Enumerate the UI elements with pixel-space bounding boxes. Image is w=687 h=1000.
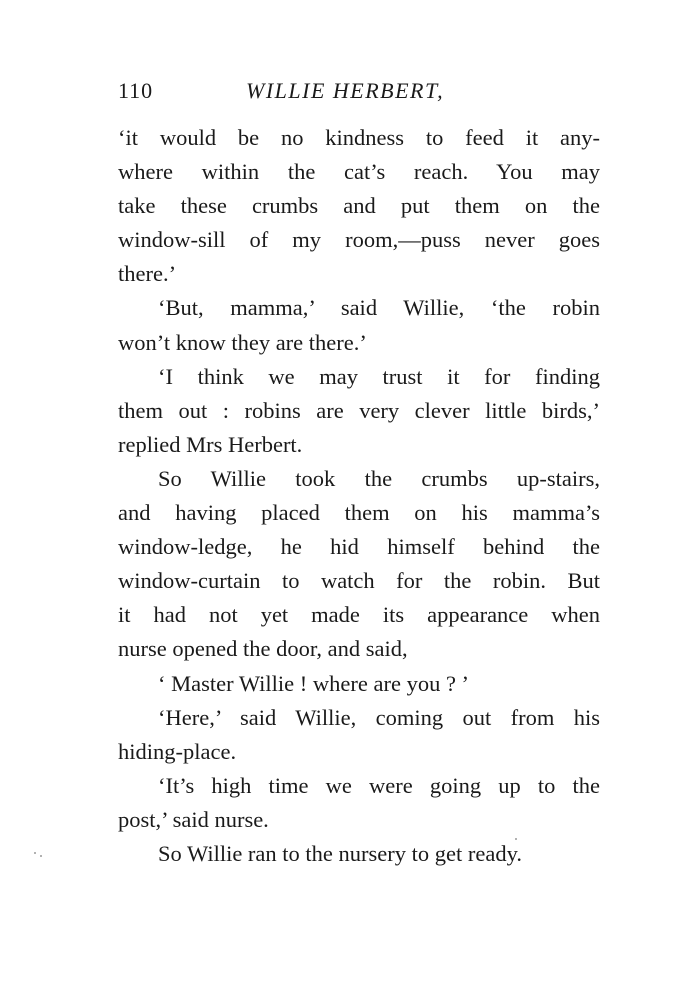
text-line: So Willie ran to the nursery to get ready. <box>158 840 522 866</box>
page-number: 110 <box>118 78 154 103</box>
text-line: post,’ said nurse. <box>118 806 269 832</box>
text-line: window-ledge, he hid himself behind the <box>118 534 600 560</box>
paper-speck <box>40 855 42 857</box>
text-line: and having placed them on his mamma’s <box>118 500 600 526</box>
running-head <box>118 76 598 106</box>
text-line: there.’ <box>118 261 177 287</box>
text-line: ‘I think we may trust it for finding <box>158 363 600 389</box>
text-line: ‘But, mamma,’ said Willie, ‘the robin <box>158 295 600 321</box>
text-line: ‘It’s high time we were going up to the <box>158 772 600 798</box>
text-line: them out : robins are very clever little birds,’ <box>118 397 600 423</box>
text-line: window-sill of my room,—puss never goes <box>118 227 600 253</box>
running-title: WILLIE HERBERT, <box>246 78 445 103</box>
body-text <box>118 121 600 871</box>
text-line: ‘Here,’ said Willie, coming out from his <box>158 704 600 730</box>
text-line: it had not yet made its appearance when <box>118 602 600 628</box>
text-line: where within the cat’s reach. You may <box>118 159 600 185</box>
text-line: replied Mrs Herbert. <box>118 431 303 457</box>
text-line: ‘ Master Willie ! where are you ? ’ <box>158 670 470 696</box>
text-line: won’t know they are there.’ <box>118 329 367 355</box>
text-line: So Willie took the crumbs up-stairs, <box>158 465 600 491</box>
text-line: take these crumbs and put them on the <box>118 193 600 219</box>
text-line: hiding-place. <box>118 738 237 764</box>
paper-speck <box>34 852 36 854</box>
text-line: nurse opened the door, and said, <box>118 636 408 662</box>
text-line: window-curtain to watch for the robin. But <box>118 568 600 594</box>
paper-speck <box>515 838 517 840</box>
text-line: ‘it would be no kindness to feed it any- <box>118 125 600 150</box>
